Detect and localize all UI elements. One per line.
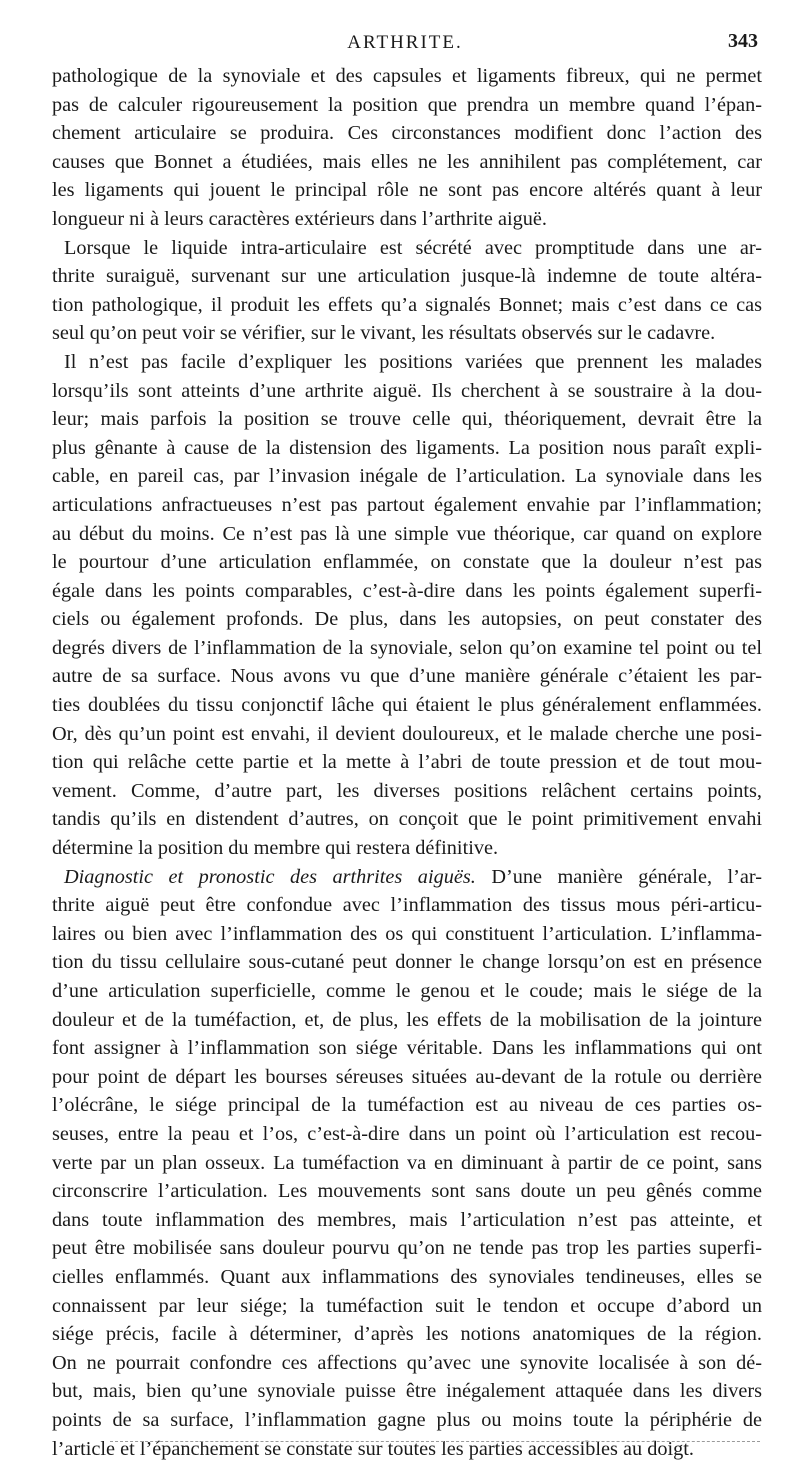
text-line: leur; mais parfois la position se trouve celle qui, théoriquement, devrait être la	[52, 408, 762, 431]
text-line: au début du moins. Ce n’est pas là une simple vue théorique, car quand on explore	[52, 522, 762, 545]
text-line: connaissent par leur siége; la tuméfaction suit le tendon et occupe d’abord un	[52, 1294, 762, 1317]
text-line: douleur et de la tuméfaction, et, de plus, les effets de la mobilisation de la jointure	[52, 1008, 762, 1031]
text-line: cielles enflammés. Quant aux inflammations des synoviales tendineuses, elles se	[52, 1265, 762, 1288]
text-line: l’article et l’épanchement se constate sur toutes les parties accessibles au doigt.	[52, 1437, 694, 1460]
text-line: d’une articulation superficielle, comme le genou et le coude; mais le siége de la	[52, 980, 762, 1002]
text-line: On ne pourrait confondre ces affections qu’avec une synovite localisée à son dé-	[52, 1351, 762, 1374]
page-number: 343	[728, 30, 758, 52]
text-line: circonscrire l’articulation. Les mouvements sont sans doute un peu gênés comme	[52, 1180, 762, 1203]
text-line: les ligaments qui jouent le principal rôle ne sont pas encore altérés quant à leur	[52, 179, 762, 202]
text-line: Il n’est pas facile d’expliquer les positions variées que prennent les malades	[64, 350, 762, 373]
text-line: l’olécrâne, le siége principal de la tuméfaction est au niveau de ces parties os-	[52, 1094, 762, 1117]
text-line: le pourtour d’une articulation enflammée, on constate que la douleur n’est pas	[52, 551, 762, 574]
text-run: D’une manière générale, l’ar-	[491, 865, 762, 888]
text-line: pour point de départ les bourses séreuses situées au-devant de la rotule ou derrière	[52, 1065, 762, 1088]
text-line: détermine la position du membre qui restera définitive.	[52, 837, 499, 860]
text-line: siége précis, facile à déterminer, d’après les notions anatomiques de la région.	[52, 1323, 762, 1346]
text-line: verte par un plan osseux. La tuméfaction va en diminuant à partir de ce point, sans	[52, 1151, 762, 1174]
text-line: seul qu’on peut voir se vérifier, sur le vivant, les résultats observés sur le cadavre.	[52, 322, 716, 345]
text-line: ciels ou également profonds. De plus, dans les autopsies, on peut constater des	[52, 608, 762, 631]
text-line: laires ou bien avec l’inflammation des os qui constituent l’articulation. L’inflamma-	[52, 922, 762, 945]
text-line: autre de sa surface. Nous avons vu que d’une manière générale c’étaient les par-	[52, 665, 762, 688]
text-line: tandis qu’ils en distendent d’autres, on conçoit que le point primitivement envahi	[52, 808, 762, 831]
section-heading: Diagnostic et pronostic des arthrites aiguës.	[64, 865, 476, 888]
text-line: thrite aiguë peut être confondue avec l’inflammation des tissus mous péri-articu-	[52, 894, 762, 917]
running-head	[52, 30, 758, 58]
text-line: peut être mobilisée sans douleur pourvu qu’on ne tende pas trop les parties superfi-	[52, 1237, 762, 1260]
text-line: plus gênante à cause de la distension des ligaments. La position nous paraît expli-	[52, 436, 762, 459]
body-text	[52, 62, 762, 1463]
text-line	[52, 863, 762, 892]
text-line: pas de calculer rigoureusement la position que prendra un membre quand l’épan-	[52, 93, 762, 116]
text-line: Or, dès qu’un point est envahi, il devient douloureux, et le malade cherche une posi-	[52, 722, 762, 745]
text-line: thrite suraiguë, survenant sur une articulation jusque-là indemne de toute altéra-	[52, 265, 762, 288]
text-line: longueur ni à leurs caractères extérieurs dans l’arthrite aiguë.	[52, 207, 547, 230]
text-line: ties doublées du tissu conjonctif lâche qui étaient le plus généralement enflammées.	[52, 694, 762, 717]
text-line: tion qui relâche cette partie et la mette à l’abri de toute pression et de tout mou-	[52, 751, 762, 774]
text-line: causes que Bonnet a étudiées, mais elles ne les annihilent pas complétement, car	[52, 150, 762, 173]
text-line: pathologique de la synoviale et des capsules et ligaments fibreux, qui ne permet	[52, 65, 762, 87]
text-line: tion du tissu cellulaire sous-cutané peut donner le change lorsqu’on est en présence	[52, 951, 762, 974]
text-line: dans toute inflammation des membres, mais l’articulation n’est pas atteinte, et	[52, 1208, 762, 1231]
text-line: but, mais, bien qu’une synoviale puisse être inégalement attaquée dans les divers	[52, 1380, 762, 1403]
text-line: vement. Comme, d’autre part, les diverses positions relâchent certains points,	[52, 779, 762, 802]
text-line: degrés divers de l’inflammation de la synoviale, selon qu’on examine tel point ou tel	[52, 636, 762, 659]
text-line: seuses, entre la peau et l’os, c’est-à-dire dans un point où l’articulation est recou-	[52, 1122, 762, 1145]
text-line: égale dans les points comparables, c’est-à-dire dans les points également superfi-	[52, 579, 762, 602]
text-line: Lorsque le liquide intra-articulaire est sécrété avec promptitude dans une ar-	[64, 236, 762, 259]
text-line: articulations anfractueuses n’est pas partout également envahie par l’inflammation;	[52, 493, 762, 516]
running-title: ARTHRITE.	[347, 32, 463, 53]
text-line: tion pathologique, il produit les effets qu’a signalés Bonnet; mais c’est dans ce cas	[52, 293, 762, 316]
text-line: chement articulaire se produira. Ces circonstances modifient donc l’action des	[52, 122, 762, 145]
text-line: font assigner à l’inflammation son siége véritable. Dans les inflammations qui ont	[52, 1037, 762, 1060]
text-line: cable, en pareil cas, par l’invasion inégale de l’articulation. La synoviale dans les	[52, 465, 762, 488]
text-line: lorsqu’ils sont atteints d’une arthrite aiguë. Ils cherchent à se soustraire à la dou-	[52, 379, 762, 402]
text-line: points de sa surface, l’inflammation gagne plus ou moins toute la périphérie de	[52, 1408, 762, 1431]
footer-rule	[110, 1441, 760, 1442]
